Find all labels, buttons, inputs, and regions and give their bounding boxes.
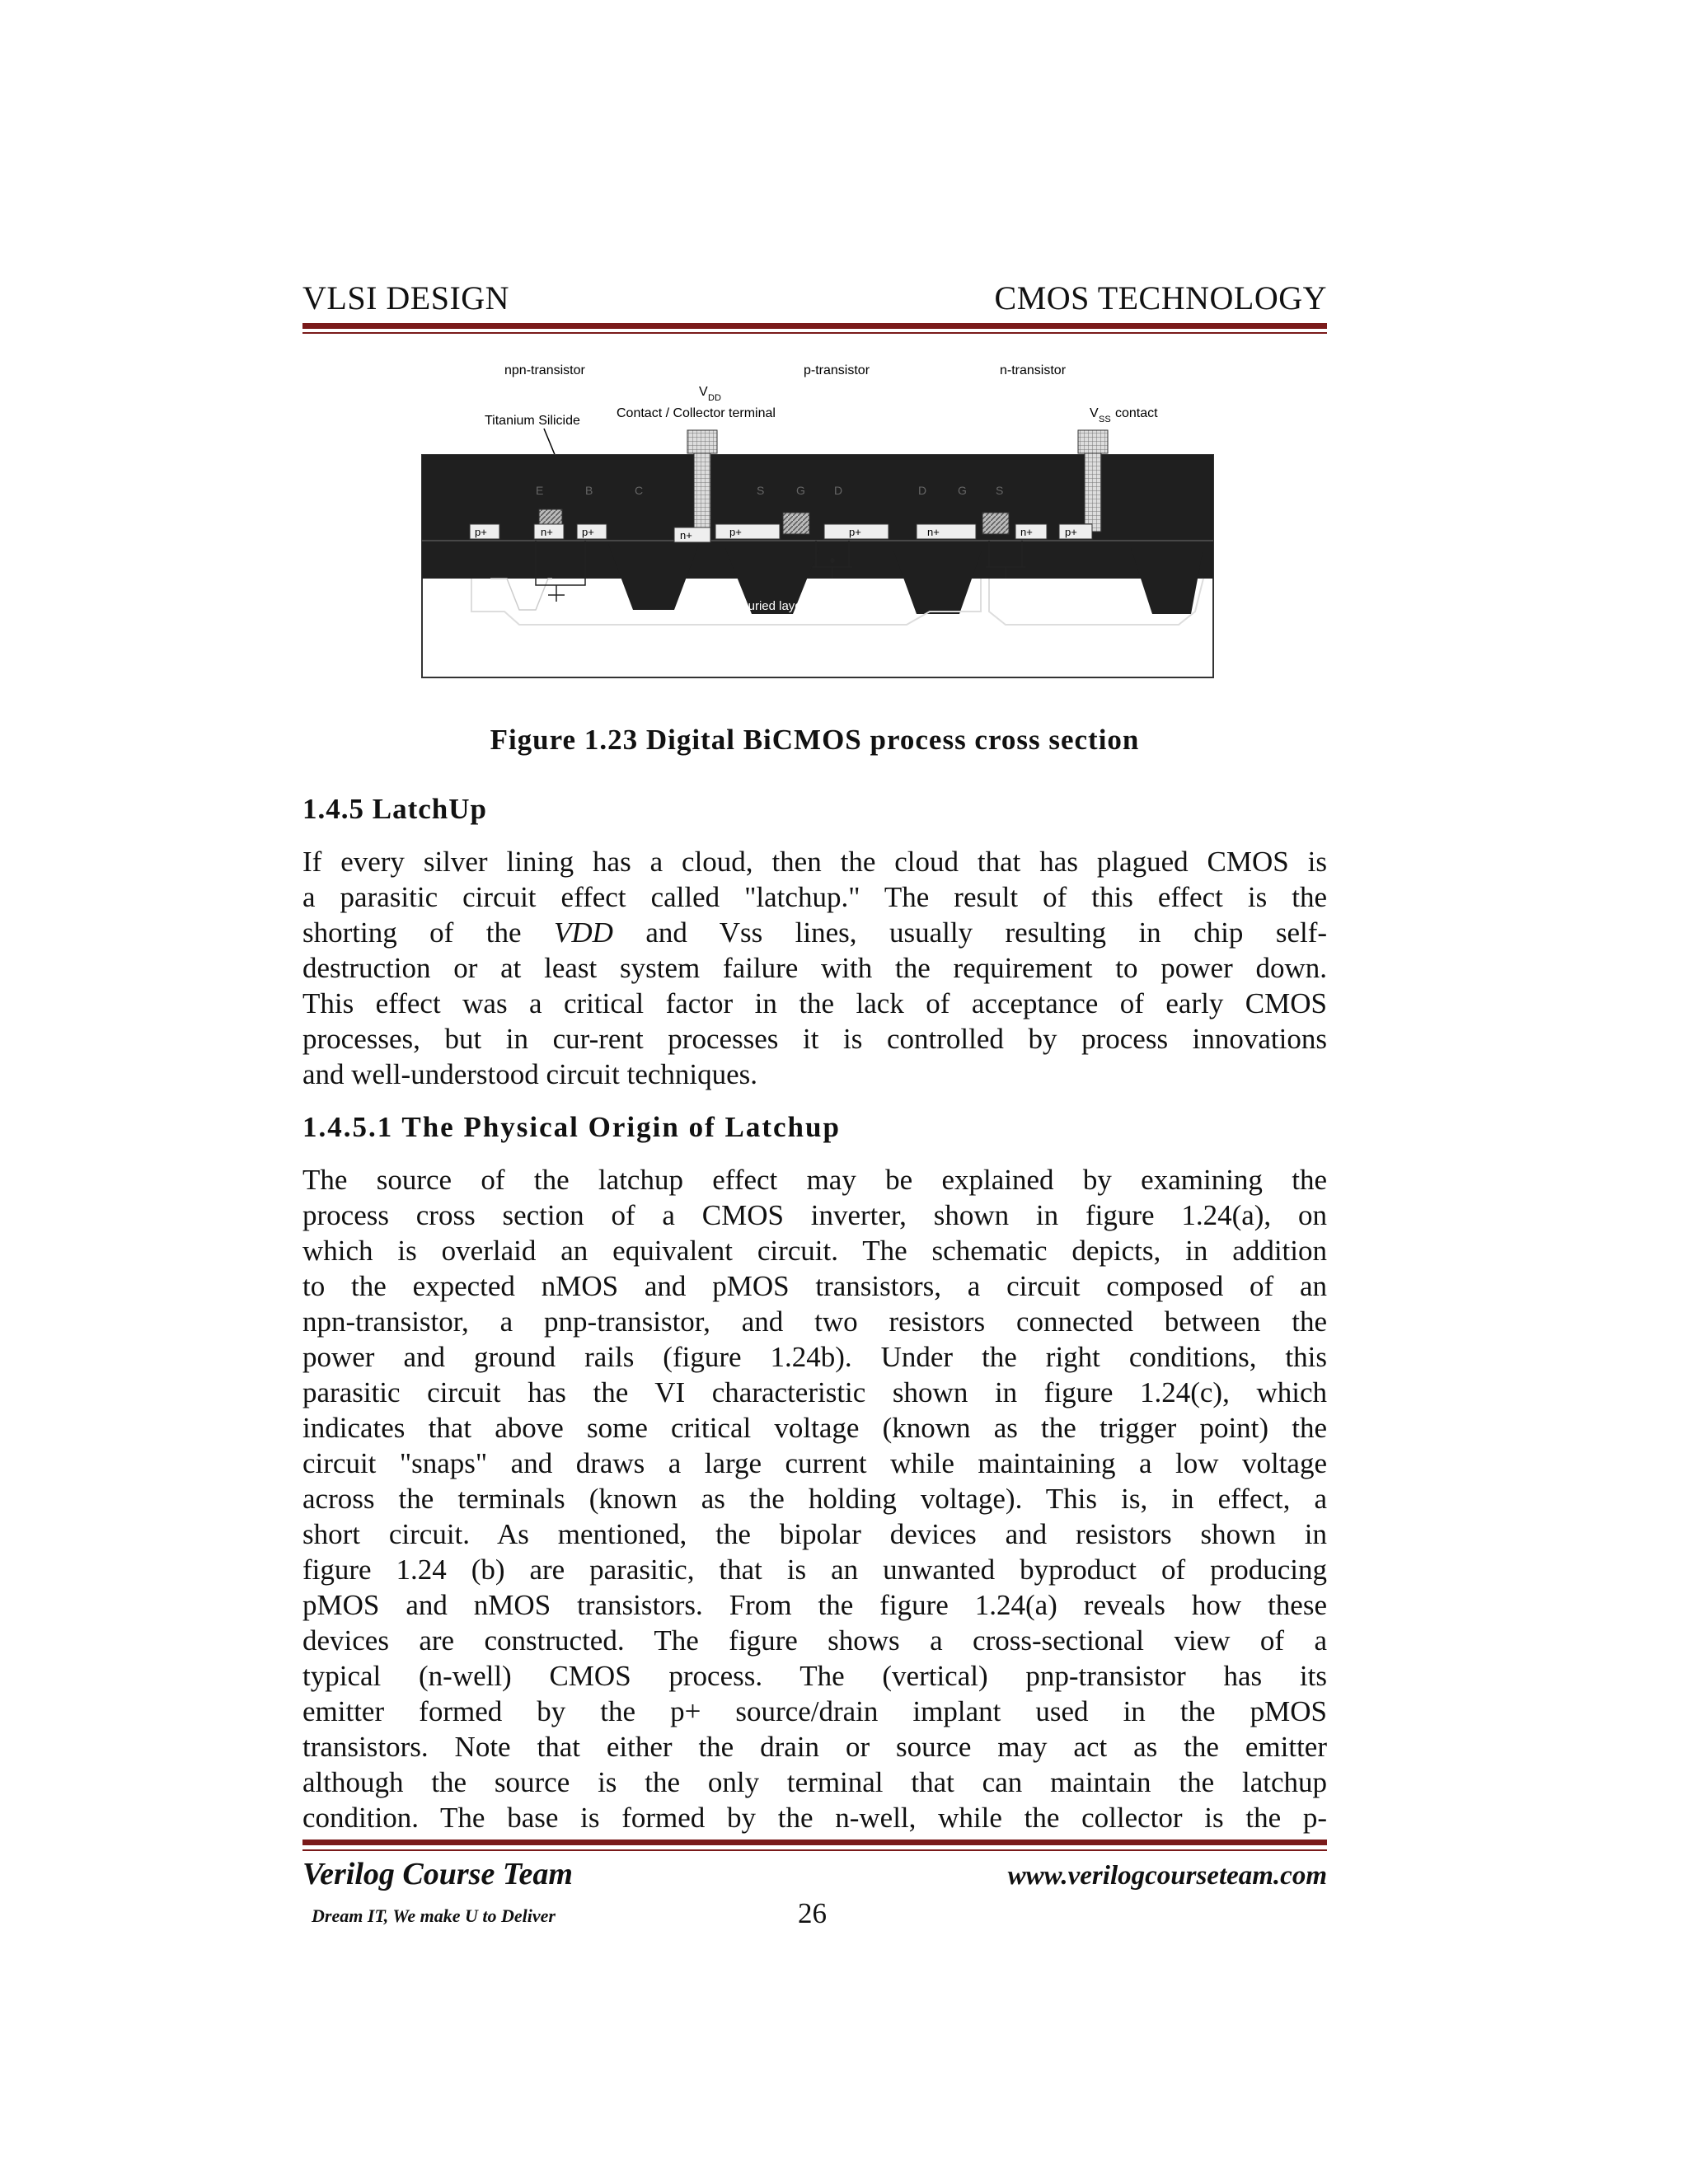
text-line: indicates that above some critical voltage (known as the trigger point) the [302, 1412, 1327, 1444]
terminal-d2: D [918, 484, 927, 497]
footer-tagline: Dream IT, We make U to Deliver [312, 1905, 556, 1926]
label-vdd-sub: DD [708, 393, 721, 403]
diff-n-plus-4: n+ [1020, 526, 1033, 538]
label-n-buried-layer: n+ buried layer (n-well) [724, 599, 850, 613]
text-line: although the source is the only terminal that can maintain the latchup [302, 1766, 1327, 1798]
label-titanium-silicide: Titanium Silicide [485, 414, 580, 428]
header-rule-thin [302, 332, 1327, 334]
diff-n-plus-3: n+ [927, 526, 940, 538]
text-line: transistors. Note that either the drain or source may act as the emitter [302, 1731, 1327, 1763]
label-vss-sub: SS [1099, 415, 1111, 424]
text-line: emitter formed by the p+ source/drain implant used in the pMOS [302, 1695, 1327, 1727]
label-npn-transistor: npn-transistor [504, 363, 585, 377]
terminal-s1: S [757, 484, 765, 497]
vdd-italic: VDD [553, 916, 613, 949]
diff-p-plus-3: p+ [729, 526, 742, 538]
terminal-d1: D [834, 484, 843, 497]
text-line: processes, but in cur-rent processes it is controlled by process innovations [302, 1023, 1327, 1055]
footer-team-name: Verilog Course Team [302, 1857, 573, 1891]
section-heading-latchup: 1.4.5 LatchUp [302, 793, 487, 825]
diff-n-plus-2: n+ [680, 529, 692, 541]
label-n-transistor: n-transistor [1000, 363, 1067, 377]
footer-rule-thin [302, 1849, 1327, 1851]
text-line: across the terminals (known as the holding voltage). This is, in effect, a [302, 1483, 1327, 1515]
diff-p-plus-4: p+ [849, 526, 861, 538]
text-line: a parasitic circuit effect called "latchup." The result of this effect is the [302, 881, 1327, 913]
text-line: destruction or at least system failure with the requirement to power down. [302, 952, 1327, 984]
header-rule [302, 323, 1327, 329]
diff-p-plus-5: p+ [1065, 526, 1077, 538]
label-vss-contact: contact [1115, 406, 1158, 420]
label-p-transistor: p-transistor [804, 363, 870, 377]
terminal-b: B [585, 484, 593, 497]
section-heading-physical-origin: 1.4.5.1 The Physical Origin of Latchup [302, 1111, 841, 1143]
terminal-c: C [635, 484, 644, 497]
page-number: 26 [798, 1897, 827, 1929]
footer-rule [302, 1840, 1327, 1845]
paragraph-latchup [302, 844, 1327, 1092]
terminal-g2: G [958, 484, 967, 497]
terminal-e: E [536, 484, 544, 497]
text-line: typical (n-well) CMOS process. The (vertical) pnp-transistor has its [302, 1660, 1327, 1692]
text-line: npn-transistor, a pnp-transistor, and two resistors connected between the [302, 1305, 1327, 1338]
terminal-s2: S [996, 484, 1004, 497]
footer-website: www.verilogcourseteam.com [1007, 1861, 1327, 1891]
text-line-vdd: shorting of the VDD and Vss lines, usually resulting in chip self- [302, 916, 1328, 949]
text-line: condition. The base is formed by the n-well, while the collector is the p- [302, 1802, 1327, 1834]
diff-p-plus-2: p+ [582, 526, 594, 538]
bicmos-cross-section-figure [412, 363, 1228, 692]
text-line: power and ground rails (figure 1.24b). Under the right conditions, this [302, 1341, 1327, 1373]
text-line: The source of the latchup effect may be explained by examining the [302, 1164, 1327, 1196]
text-line: process cross section of a CMOS inverter, shown in figure 1.24(a), on [302, 1199, 1327, 1231]
diff-p-plus-1: p+ [475, 526, 487, 538]
text-line: to the expected nMOS and pMOS transistors, a circuit composed of an [302, 1270, 1327, 1302]
text-line: and well-understood circuit techniques. [302, 1058, 758, 1090]
header-left-title: VLSI DESIGN [302, 279, 510, 316]
text-line: figure 1.24 (b) are parasitic, that is an unwanted byproduct of producing [302, 1554, 1327, 1586]
text-line: short circuit. As mentioned, the bipolar devices and resistors shown in [302, 1518, 1327, 1550]
terminal-g1: G [796, 484, 805, 497]
paragraph-physical-origin [302, 1162, 1327, 1835]
text-line: If every silver lining has a cloud, then the cloud that has plagued CMOS is [302, 846, 1327, 878]
label-vdd: V [699, 385, 708, 399]
header-right-title: CMOS TECHNOLOGY [994, 279, 1327, 316]
text-line: pMOS and nMOS transistors. From the figure 1.24(a) reveals how these [302, 1589, 1327, 1621]
text-line: This effect was a critical factor in the lack of acceptance of early CMOS [302, 987, 1327, 1019]
label-p-buried-layer: p+ buried layer [1004, 604, 1086, 618]
label-vss: V [1090, 406, 1099, 420]
text-line: which is overlaid an equivalent circuit. The schematic depicts, in addition [302, 1235, 1327, 1267]
text-line: devices are constructed. The figure shows a cross-sectional view of a [302, 1624, 1327, 1657]
figure-caption: Figure 1.23 Digital BiCMOS process cross section [490, 724, 1140, 756]
text-line: parasitic circuit has the VI characteristic shown in figure 1.24(c), which [302, 1376, 1327, 1408]
diff-n-plus-1: n+ [541, 526, 553, 538]
label-contact-collector: Contact / Collector terminal [617, 406, 776, 420]
text-line: circuit "snaps" and draws a large current while maintaining a low voltage [302, 1447, 1327, 1479]
